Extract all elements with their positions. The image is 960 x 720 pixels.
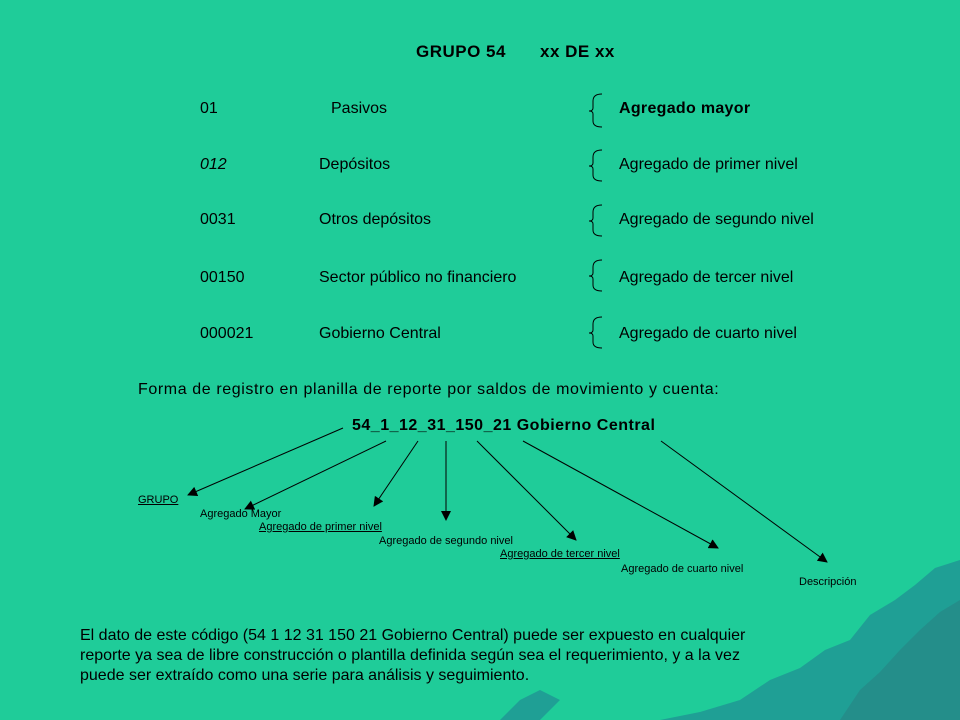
label-descripcion: Descripción (799, 576, 857, 588)
paragraph-line: El dato de este código (54 1 12 31 150 21 Gobierno Central) puede ser expuesto en cualquier (80, 627, 746, 644)
arrow-grupo (188, 428, 343, 495)
row-name: Pasivos (331, 100, 388, 117)
brace-2 (589, 150, 602, 181)
arrow-descripcion (661, 441, 827, 562)
row-level: Agregado de segundo nivel (619, 211, 814, 228)
braces (589, 94, 602, 348)
arrow-cuarto-nivel (523, 441, 718, 548)
row-name: Gobierno Central (319, 325, 441, 342)
paragraph-line: puede ser extraído como una serie para análisis y seguimiento. (80, 667, 530, 684)
code-string: 54_1_12_31_150_21 Gobierno Central (352, 417, 656, 434)
label-cuarto-nivel: Agregado de cuarto nivel (621, 563, 744, 575)
description-paragraph (80, 626, 880, 686)
arrow-tercer-nivel (477, 441, 576, 540)
brace-1 (589, 94, 602, 127)
brace-4 (589, 260, 602, 291)
label-segundo-nivel: Agregado de segundo nivel (379, 535, 513, 547)
group-title: GRUPO 54 (416, 42, 506, 61)
row-level: Agregado de cuarto nivel (619, 325, 797, 342)
row-name: Otros depósitos (319, 211, 432, 228)
label-tercer-nivel: Agregado de tercer nivel (500, 548, 620, 560)
brace-5 (589, 317, 602, 348)
label-primer-nivel: Agregado de primer nivel (259, 521, 382, 533)
page-count: xx DE xx (540, 42, 615, 61)
row-code: 000021 (200, 325, 254, 342)
row-code: 0031 (200, 211, 236, 228)
row-level: Agregado de tercer nivel (619, 269, 794, 286)
paragraph-line: reporte ya sea de libre construcción o plantilla definida según sea el requerimiento, y a la vez (80, 647, 740, 664)
label-agregado-mayor: Agregado Mayor (200, 508, 282, 520)
arrow-agregado-mayor (245, 441, 386, 509)
brace-3 (589, 205, 602, 236)
row-level: Agregado mayor (619, 100, 751, 117)
arrow-primer-nivel (374, 441, 418, 506)
forma-heading: Forma de registro en planilla de reporte por saldos de movimiento y cuenta: (138, 381, 720, 398)
row-name: Depósitos (319, 156, 391, 173)
row-code: 012 (200, 156, 227, 173)
row-level: Agregado de primer nivel (619, 156, 798, 173)
row-code: 00150 (200, 269, 245, 286)
row-code: 01 (200, 100, 218, 117)
row-name: Sector público no financiero (319, 269, 517, 286)
label-grupo: GRUPO (138, 494, 179, 506)
